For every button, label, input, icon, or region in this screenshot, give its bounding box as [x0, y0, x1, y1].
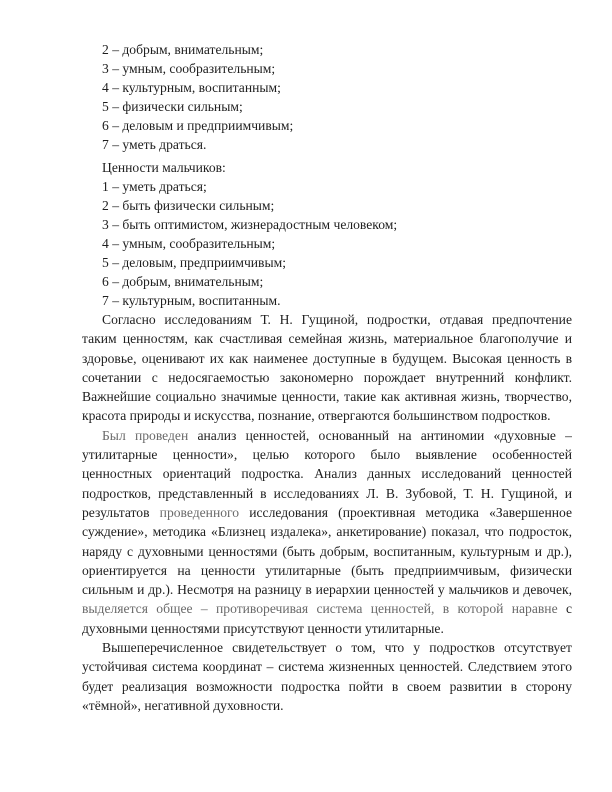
list-item: 5 – физически сильным; — [102, 99, 243, 114]
text-span: анализ ценностей, основанный на антиномии «духовные – утилитарные ценности», целью которого было выявление особенностей ценностных ориентаций подростка. Анализ данных исследований ценностей подростков, представленный в исследованиях Л. В. Зубовой, Т. Н. Гущиной, и результатов — [82, 427, 572, 520]
list-item: 3 – умным, сообразительным; — [102, 61, 276, 76]
list-item: 1 – уметь драться; — [102, 179, 207, 194]
list-item: 2 – быть физически сильным; — [102, 198, 275, 213]
boys-values-list — [82, 177, 572, 310]
text-span: с духовными ценностями присутствуют ценности утилитарные. — [82, 601, 572, 636]
list-item: 3 – быть оптимистом, жизнерадостным человеком; — [102, 217, 398, 232]
paragraph-gushchina-study: Согласно исследованиям Т. Н. Гущиной, подростки, отдавая предпочтение таким ценностям, как счастливая семейная жизнь, материальное благополучие и здоровье, оценивают их как наименее доступные в будущем. Высокая ценность в сочетании с недосягаемостью закономерно порождает внутренний конфликт. Важнейшие социально значимые ценности, такие как активная жизнь, творчество, красота природы и искусства, познание, отвергаются большинством подростков. — [82, 312, 572, 424]
paragraph-values-analysis — [82, 426, 572, 638]
paragraph-conclusion: Вышеперечисленное свидетельствует о том, что у подростков отсутствует устойчивая система координат – система жизненных ценностей. Следствием этого будет реализация возможности подростка пойти в своем развитии в сторону «тёмной», негативной духовности. — [82, 640, 572, 713]
text-span: выделяется общее – противоречивая система ценностей, в которой наравне — [82, 601, 558, 617]
text-span: проведенного — [159, 504, 240, 520]
list-item: 7 – уметь драться. — [102, 137, 207, 152]
list-item: 4 – умным, сообразительным; — [102, 236, 276, 251]
list-item: 5 – деловым, предприимчивым; — [102, 255, 286, 270]
list-item: 4 – культурным, воспитанным; — [102, 80, 281, 95]
list-item: 7 – культурным, воспитанным. — [102, 293, 281, 308]
list-item: 6 – добрым, внимательным; — [102, 274, 264, 289]
boys-values-heading: Ценности мальчиков: — [102, 160, 226, 175]
list-item: 6 – деловым и предприимчивым; — [102, 118, 294, 133]
girls-values-list — [82, 40, 572, 154]
text-span: Был проведен — [102, 427, 189, 443]
list-item: 2 – добрым, внимательным; — [102, 42, 264, 57]
text-span: исследования (проективная методика «Завершенное суждение», методика «Близнец издалека», анкетирование) показал, что подросток, наряду с духовными ценностями (быть добрым, воспитанным, культурным и др.), ориентируется на ценности утилитарные (быть предприимчивым, физически сильным и др.). Несмотря на разницу в иерархии ценностей у мальчиков и девочек, — [82, 504, 572, 598]
